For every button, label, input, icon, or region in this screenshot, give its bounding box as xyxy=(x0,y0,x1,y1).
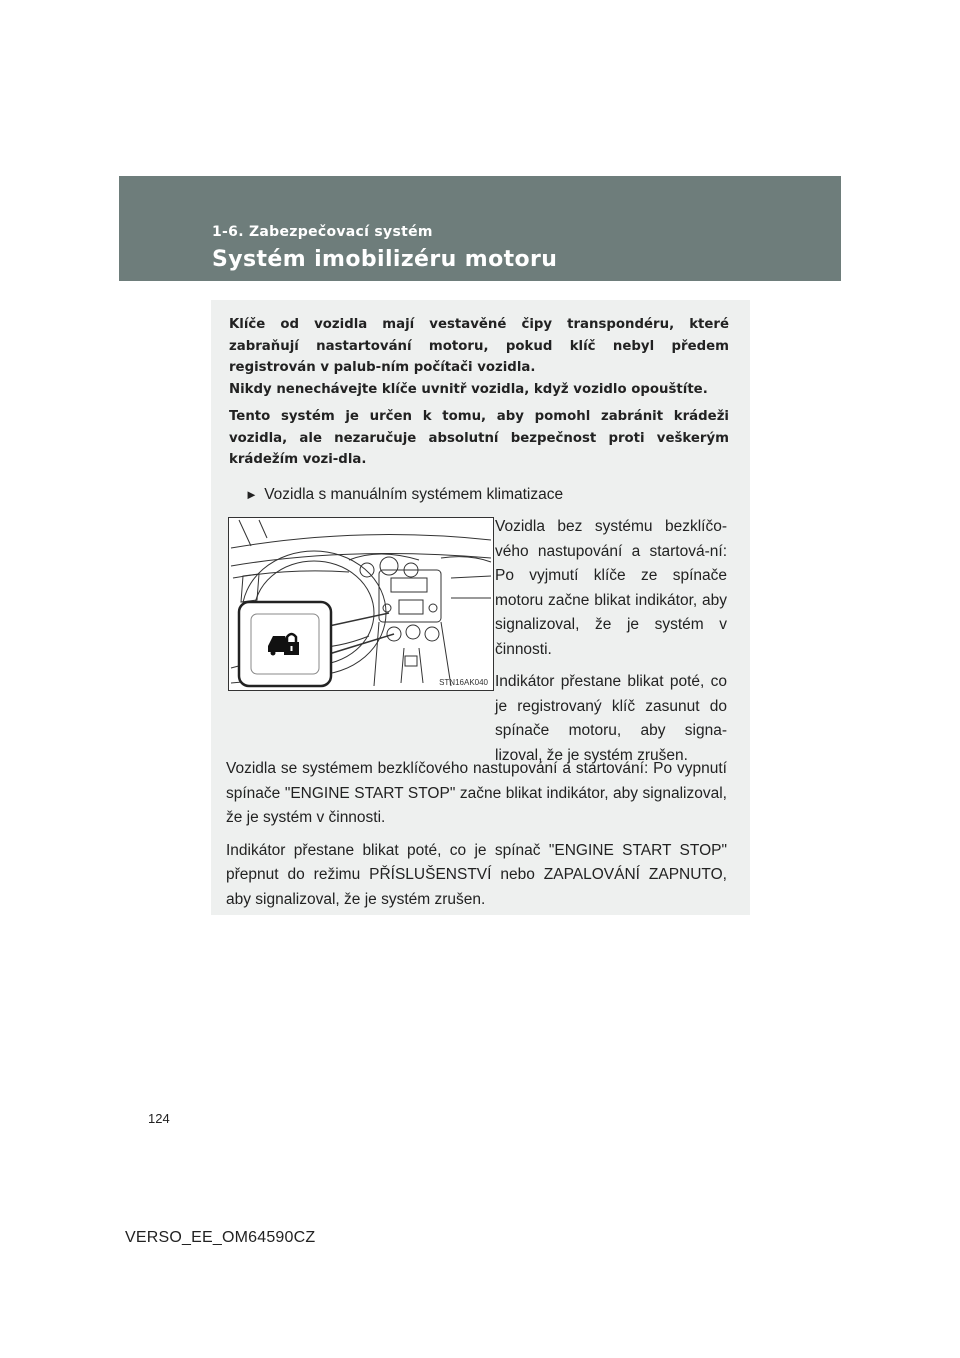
side-paragraph-1: Vozidla bez systému bezklíčo-vého nastupování a startová-ní: Po vyjmutí klíče ze spínače motoru začne blikat indikátor, aby signalizoval, že je systém v činnosti. xyxy=(495,518,727,658)
dashboard-illustration xyxy=(228,517,494,691)
variant-heading-label: Vozidla s manuálním systémem klimatizace xyxy=(264,486,564,503)
dashboard-line-drawing xyxy=(229,518,492,689)
section-label: 1-6. Zabezpečovací systém xyxy=(212,224,433,240)
side-paragraph-2: Indikátor přestane blikat poté, co je registrovaný klíč zasunut do spínače motoru, aby signa-lizoval, že je systém zrušen. xyxy=(495,673,727,764)
body-text xyxy=(226,757,727,912)
variant-heading xyxy=(245,486,563,504)
body-paragraph-2: Indikátor přestane blikat poté, co je spínač "ENGINE START STOP" přepnut do režimu PŘÍSLUŠENSTVÍ nebo ZAPALOVÁNÍ ZAPNUTO, aby signalizoval, že je systém zrušen. xyxy=(226,841,727,908)
triangle-arrow-icon: ► xyxy=(245,487,258,502)
document-code: VERSO_EE_OM64590CZ xyxy=(125,1229,316,1246)
intro-paragraph-1: Klíče od vozidla mají vestavěné čipy transpondéru, které zabraňují nastartování motoru, pokud klíč nebyl předem registrován v palub-ním počítači vozidla. xyxy=(229,317,729,375)
page-title: Systém imobilizéru motoru xyxy=(212,247,558,272)
figure-code: STN16AK040 xyxy=(439,678,488,687)
intro-paragraph-2: Nikdy nenechávejte klíče uvnitř vozidla, když vozidlo opouštíte. xyxy=(229,381,708,397)
body-paragraph-1: Vozidla se systémem bezklíčového nastupování a startování: Po vypnutí spínače "ENGINE START STOP" začne blikat indikátor, aby signalizoval, že je systém v činnosti. xyxy=(226,760,727,826)
intro-text xyxy=(229,314,729,471)
content-box xyxy=(211,300,750,915)
intro-paragraph-3: Tento systém je určen k tomu, aby pomohl zabránit krádeži vozidla, ale nezaručuje absolutní bezpečnost proti veškerým krádežím vozi-dla. xyxy=(229,409,729,467)
side-text xyxy=(495,515,727,768)
page-number: 124 xyxy=(148,1111,170,1126)
chapter-header-band xyxy=(119,176,841,281)
